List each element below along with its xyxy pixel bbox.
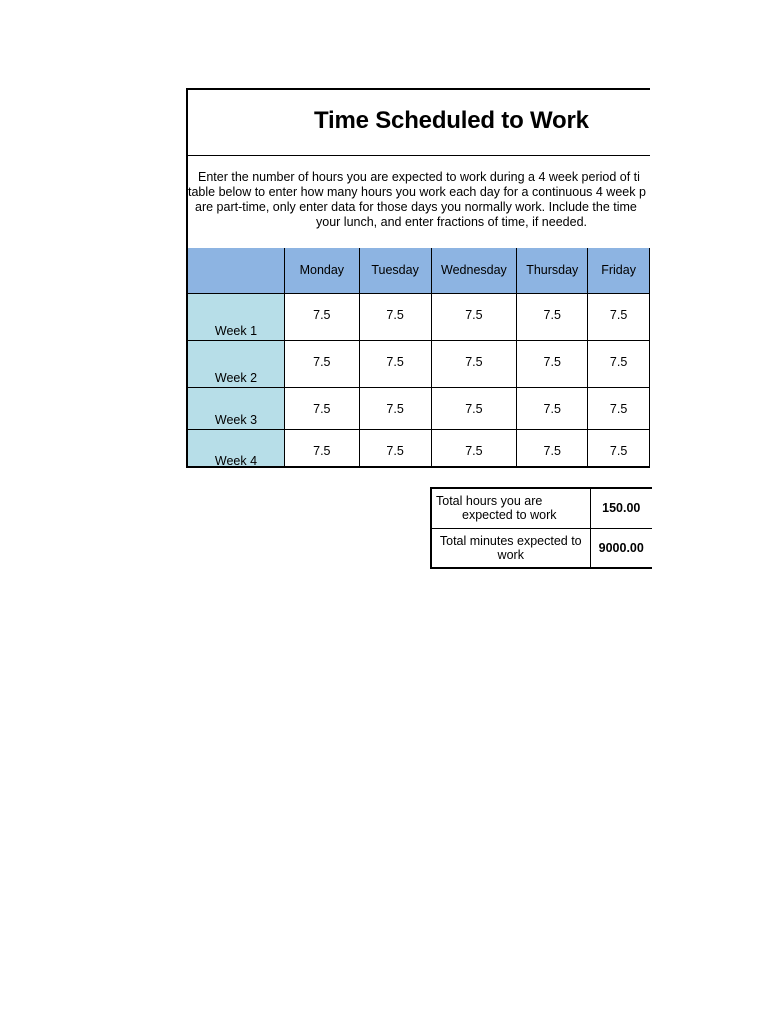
table-row — [188, 340, 650, 387]
total-hours-label-line-2: expected to work — [462, 508, 557, 523]
row-label-week-2: Week 2 — [188, 340, 284, 387]
table-row — [188, 429, 650, 468]
table-header-row — [188, 248, 650, 293]
row-label-week-3: Week 3 — [188, 387, 284, 429]
col-header-monday: Monday — [284, 248, 359, 293]
title-box — [188, 90, 650, 156]
hours-cell[interactable]: 7.5 — [359, 387, 431, 429]
col-header-thursday: Thursday — [517, 248, 588, 293]
hours-cell[interactable]: 7.5 — [284, 293, 359, 340]
hours-cell[interactable]: 7.5 — [431, 293, 517, 340]
hours-cell[interactable]: 7.5 — [359, 293, 431, 340]
hours-cell[interactable]: 7.5 — [431, 340, 517, 387]
schedule-sheet — [186, 88, 650, 468]
hours-cell[interactable]: 7.5 — [588, 340, 650, 387]
hours-cell[interactable]: 7.5 — [517, 340, 588, 387]
totals-table — [430, 487, 652, 569]
total-minutes-label-line-2: work — [497, 547, 524, 562]
hours-cell[interactable]: 7.5 — [588, 293, 650, 340]
hours-cell[interactable]: 7.5 — [284, 429, 359, 468]
total-minutes-label-line-1: Total minutes expected to — [439, 533, 582, 548]
total-hours-label-line-1: Total hours you are — [436, 494, 543, 509]
hours-cell[interactable]: 7.5 — [431, 387, 517, 429]
table-row — [188, 387, 650, 429]
total-minutes-value: 9000.00 — [590, 528, 652, 568]
instructions-text — [188, 170, 650, 250]
instructions-line-1: Enter the number of hours you are expected to work during a 4 week period of ti — [198, 170, 640, 184]
table-row — [188, 293, 650, 340]
row-label-week-1: Week 1 — [188, 293, 284, 340]
page-title: Time Scheduled to Work — [314, 107, 589, 134]
hours-cell[interactable]: 7.5 — [588, 429, 650, 468]
instructions-line-4: your lunch, and enter fractions of time, if needed. — [316, 215, 587, 229]
total-minutes-label — [431, 528, 590, 568]
instructions-line-2: table below to enter how many hours you work each day for a continuous 4 week p — [188, 185, 646, 199]
hours-cell[interactable]: 7.5 — [517, 293, 588, 340]
hours-cell[interactable]: 7.5 — [359, 429, 431, 468]
hours-cell[interactable]: 7.5 — [588, 387, 650, 429]
hours-cell[interactable]: 7.5 — [284, 387, 359, 429]
col-header-tuesday: Tuesday — [359, 248, 431, 293]
total-hours-value: 150.00 — [590, 488, 652, 528]
col-header-wednesday: Wednesday — [431, 248, 517, 293]
header-corner-cell — [188, 248, 284, 293]
col-header-friday: Friday — [588, 248, 650, 293]
hours-cell[interactable]: 7.5 — [359, 340, 431, 387]
hours-cell[interactable]: 7.5 — [517, 429, 588, 468]
total-hours-row — [431, 488, 652, 528]
hours-cell[interactable]: 7.5 — [517, 387, 588, 429]
total-minutes-row — [431, 528, 652, 568]
hours-cell[interactable]: 7.5 — [431, 429, 517, 468]
row-label-week-4: Week 4 — [188, 429, 284, 468]
hours-cell[interactable]: 7.5 — [284, 340, 359, 387]
hours-table — [188, 248, 650, 468]
instructions-line-3: are part-time, only enter data for those days you normally work. Include the time — [195, 200, 637, 214]
total-hours-label — [431, 488, 590, 528]
